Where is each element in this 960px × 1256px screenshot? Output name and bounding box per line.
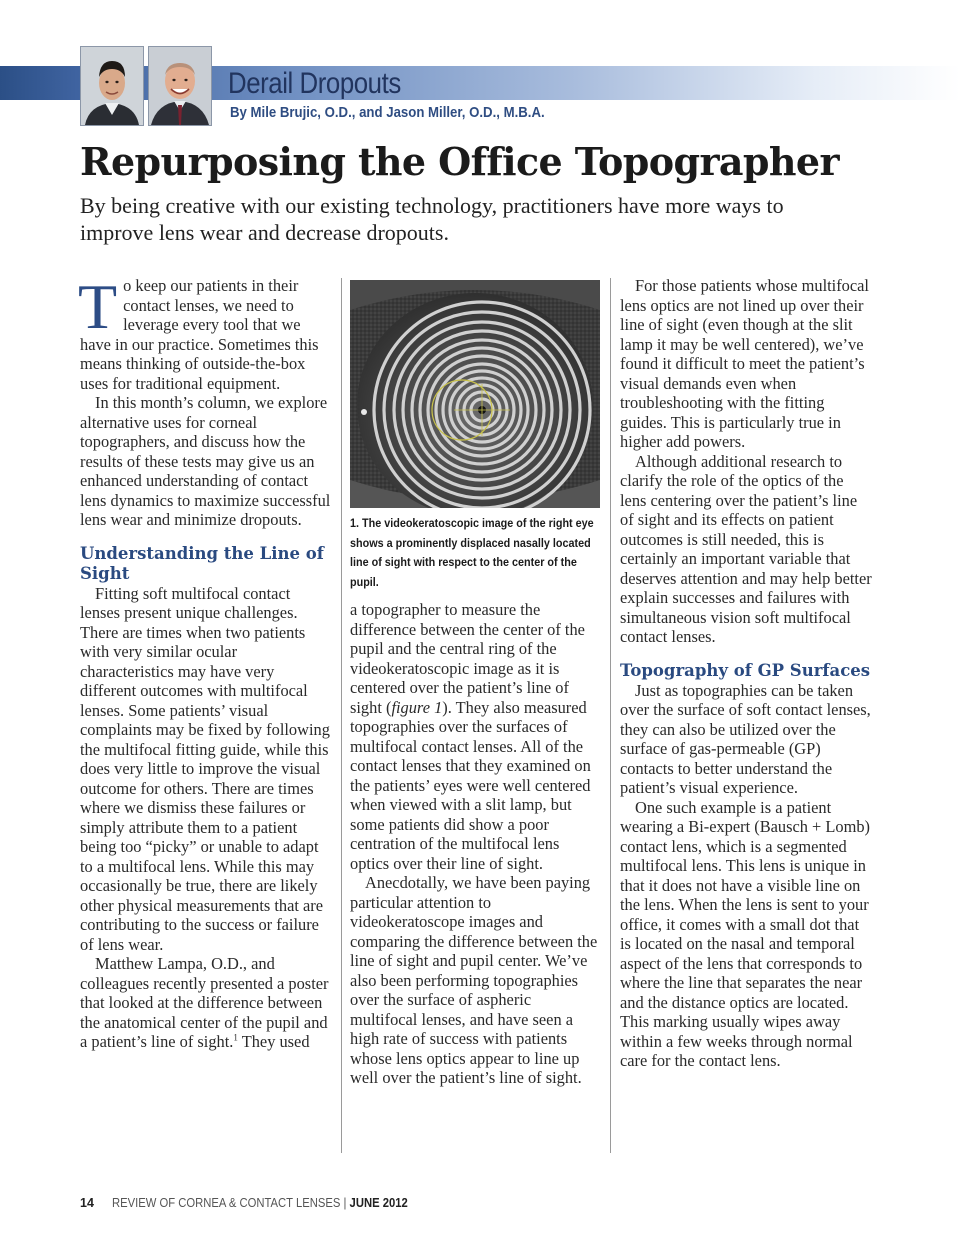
column-rule-2 xyxy=(610,278,611,1153)
subhead-line-of-sight: Understanding the Line of Sight xyxy=(80,543,324,583)
paragraph: Matthew Lampa, O.D., and colleagues recently presented a poster that looked at the difference between the anatomical center of the pupil and a patient’s line of sight.$^1$ They used xyxy=(80,954,329,1051)
paragraph: a topographer to measure the difference between the center of the pupil and the central ring of the videokeratoscopic image as it is centered over the patient’s line of sight (figure 1). They also measured topographies over the surfaces of multifocal contact lenses. All of the contact lenses that they examined on the patients’ eyes were well centered when viewed with a slit lamp, but some patients did show a poor centration of the multifocal lens optics over their line of sight. xyxy=(350,600,591,873)
figure-reference: figure 1 xyxy=(391,697,443,717)
article-title: Repurposing the Office Topographer xyxy=(80,139,839,184)
author-photo-brujic xyxy=(80,46,144,126)
paragraph-intro: To keep our patients in their contact lenses, we need to leverage every tool that we have in our practice. Sometimes this means thinking of outside-the-box uses for traditional equipment. xyxy=(78,271,319,393)
article-deck: By being creative with our existing technology, practitioners have more ways to improve lens wear and decrease dropouts. xyxy=(80,193,784,245)
column-rule-1 xyxy=(341,278,342,1153)
column-3 xyxy=(620,276,872,1071)
drop-cap: T xyxy=(78,271,118,342)
paragraph: Although additional research to clarify the role of the optics of the lens centering over the patient’s line of sight and its effects on patient outcomes is still needed, this is certainly an important variable that deserves attention and may help better explain successes and failures with simultaneous vision soft multifocal contact lenses. xyxy=(620,451,872,646)
header-banner xyxy=(0,66,960,100)
column-name: Derail Dropouts xyxy=(228,67,401,100)
column-1 xyxy=(78,271,332,1052)
author-photo-miller xyxy=(148,46,212,126)
byline: By Mile Brujic, O.D., and Jason Miller, O.D., M.B.A. xyxy=(230,104,545,121)
reference-marker: 1 xyxy=(233,1032,238,1043)
figure-caption: 1. The videokeratoscopic image of the right eye shows a prominently displaced nasally located line of sight with respect to the center of the pupil. xyxy=(350,516,594,589)
paragraph: For those patients whose multifocal lens optics are not lined up over their line of sight (even though at the slit lamp it may be well centered), we’ve found it difficult to meet the patient’s visual demands even when troubleshooting with the fitting guides. This is particularly true in higher add powers. xyxy=(620,276,869,451)
figure-videokeratoscope-image xyxy=(350,280,600,508)
issue-date: JUNE 2012 xyxy=(349,1196,408,1210)
paragraph: Anecdotally, we have been paying particular attention to videokeratoscope images and comparing the difference between the line of sight and pupil center. We’ve also been performing topographies over the surface of aspheric multifocal lenses, and have seen a high rate of success with patients whose lens optics appear to line up well over the patient’s line of sight. xyxy=(350,873,598,1087)
subhead-gp-surfaces: Topography of GP Surfaces xyxy=(620,660,871,680)
column-2 xyxy=(350,276,602,1088)
paragraph: Just as topographies can be taken over the surface of soft contact lenses, they can also be utilized over the surface of gas-permeable (GP) contacts to better understand the patient’s visual experience. xyxy=(620,680,871,797)
publication-name: REVIEW OF CORNEA & CONTACT LENSES | JUNE 2012 xyxy=(111,1196,408,1210)
page-number: 14 xyxy=(80,1196,94,1210)
paragraph: Fitting soft multifocal contact lenses present unique challenges. There are times when two patients with very similar ocular characteristics may have very different outcomes with multifocal lenses. Some patients’ visual complaints may be fixed by following the multifocal fitting guide, while this does very little to improve the visual outcome for others. There are times where we dismiss these failures or simply attribute them to a patient being too “picky” or unable to adapt to a multifocal lens. While this may occasionally be true, there are likely other physical measurements that are contributing to the success or failure of lens wear. xyxy=(80,583,330,954)
paragraph: One such example is a patient wearing a Bi-expert (Bausch + Lomb) contact lens, which is a segmented multifocal lens. This lens is unique in that it does not have a visible line on the lens. When the lens is sent to your office, it comes with a small dot that is located on the nasal and temporal aspect of the lens that corresponds to where the line that separates the near and the distance optics are located. This marking usually wipes away within a few weeks through normal care for the contact lens. xyxy=(620,797,871,1070)
paragraph: In this month’s column, we explore alternative uses for corneal topographers, and discuss how the results of these tests may give us an enhanced understanding of contact lens dynamics to maximize successful lens wear and minimize dropouts. xyxy=(80,393,331,529)
page-footer xyxy=(80,1196,440,1210)
